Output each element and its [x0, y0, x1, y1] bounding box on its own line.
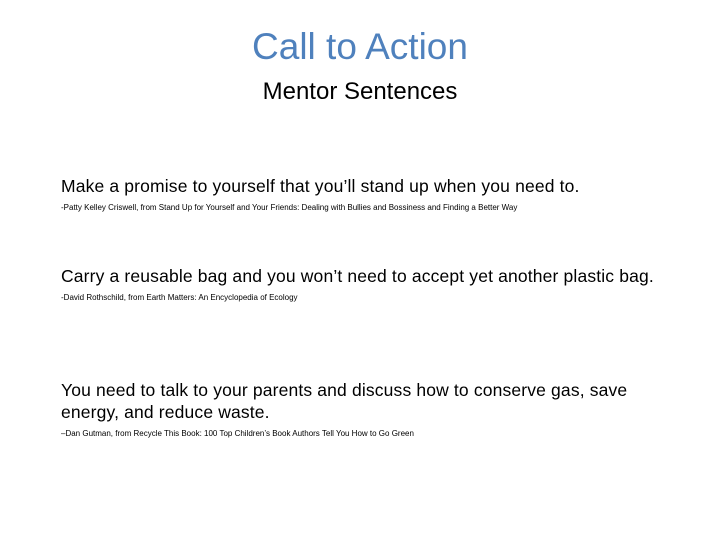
mentor-sentence-2	[61, 265, 661, 303]
mentor-sentence-source: –Dan Gutman, from Recycle This Book: 100 Top Children’s Book Authors Tell You How to Go Green	[61, 429, 414, 438]
mentor-sentence-text: Carry a reusable bag and you won’t need to accept yet another plastic bag.	[61, 266, 654, 286]
mentor-sentence-text: You need to talk to your parents and discuss how to conserve gas, save energy, and reduce waste.	[61, 380, 628, 422]
mentor-sentence-source: -Patty Kelley Criswell, from Stand Up for Yourself and Your Friends: Dealing with Bullies and Bossiness and Finding a Better Way	[61, 203, 518, 212]
mentor-sentence-source: -David Rothschild, from Earth Matters: An Encyclopedia of Ecology	[61, 293, 298, 302]
slide-subtitle: Mentor Sentences	[262, 78, 458, 105]
mentor-sentence-1	[61, 175, 661, 213]
mentor-sentence-3	[61, 379, 661, 439]
slide-title: Call to Action	[252, 26, 468, 67]
mentor-sentence-text: Make a promise to yourself that you’ll stand up when you need to.	[61, 176, 580, 196]
